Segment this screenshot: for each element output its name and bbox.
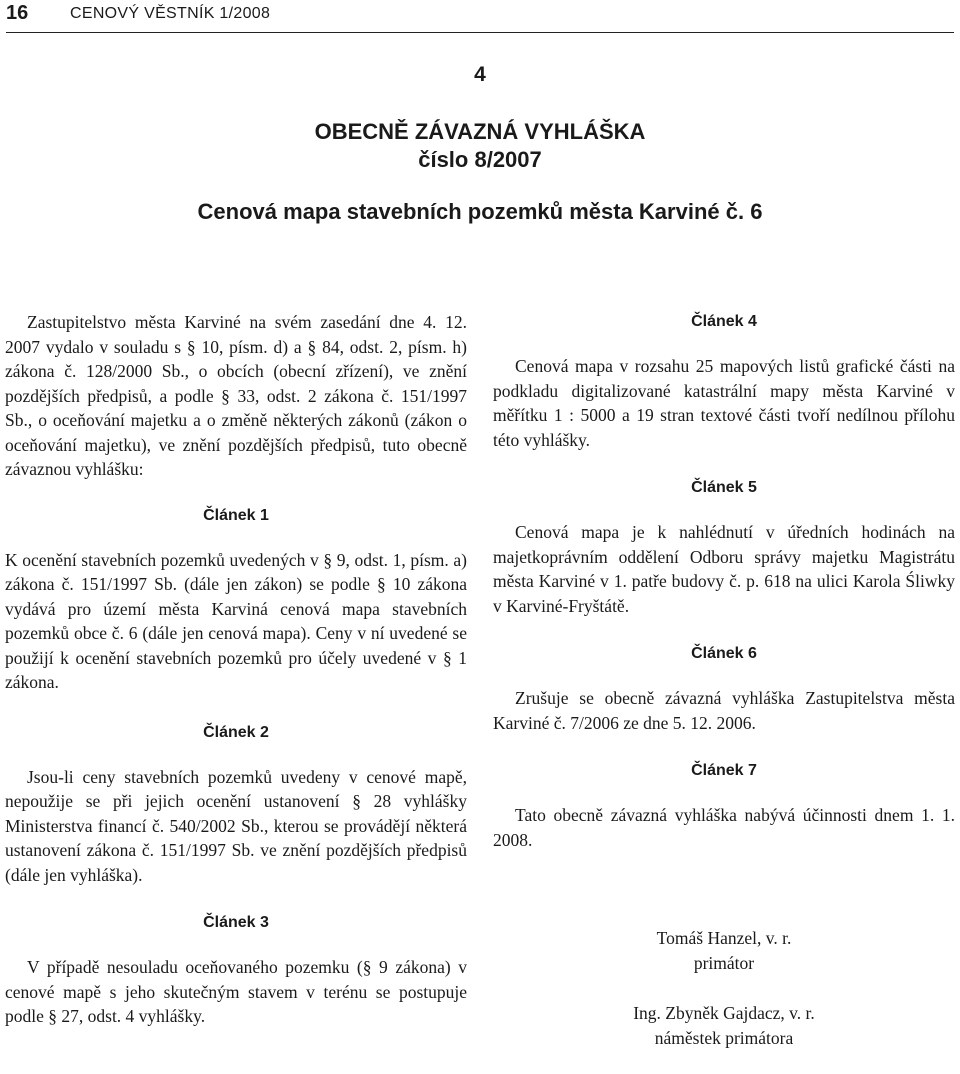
page-number: 16 <box>6 2 29 24</box>
running-header <box>6 0 954 33</box>
left-column <box>5 310 467 1029</box>
article-7-text: Tato obecně závazná vyhláška nabývá účinnosti dnem 1. 1. 2008. <box>493 805 955 850</box>
document-id: číslo 8/2007 <box>418 147 542 172</box>
article-4-heading: Článek 4 <box>691 313 757 330</box>
signatory-2-name: Ing. Zbyněk Gajdacz, v. r. <box>633 1003 815 1023</box>
article-6-heading: Článek 6 <box>691 645 757 662</box>
article-4-text: Cenová mapa v rozsahu 25 mapových listů grafické části na podkladu digitalizované katastrální mapy města Karviné v měřítku 1 : 5000 a 19 stran textové části tvoří nedílnou přílohu této vyhlášky. <box>493 356 955 450</box>
article-5-heading: Článek 5 <box>691 479 757 496</box>
document-number: 4 <box>474 63 486 86</box>
article-6-text: Zrušuje se obecně závazná vyhláška Zastupitelstva města Karviné č. 7/2006 ze dne 5. 12. 2006. <box>493 688 955 733</box>
article-1-heading: Článek 1 <box>203 506 269 524</box>
document-title-block <box>0 62 960 226</box>
publication-title: CENOVÝ VĚSTNÍK 1/2008 <box>70 5 271 22</box>
signatory-1-name: Tomáš Hanzel, v. r. <box>656 928 792 948</box>
document-type: OBECNĚ ZÁVAZNÁ VYHLÁŠKA <box>314 119 646 144</box>
article-2-heading: Článek 2 <box>203 723 269 741</box>
article-3-text: V případě nesouladu oceňovaného pozemku (§ 9 zákona) v cenové mapě s jeho skutečným stavem v terénu se postupuje podle § 27, odst. 4 vyhlášky. <box>5 957 467 1026</box>
signatory-2-role: náměstek primátora <box>654 1027 794 1048</box>
article-3-heading: Článek 3 <box>203 914 269 931</box>
article-5-text: Cenová mapa je k nahlédnutí v úředních hodinách na majetkoprávním oddělení Odboru správy majetku Magistrátu města Karviné v 1. patře budovy č. p. 618 na ulici Karola Śliwky v Karviné-Fryštátě. <box>493 522 955 616</box>
intro-paragraph: Zastupitelstvo města Karviné na svém zasedání dne 4. 12. 2007 vydalo v souladu s § 10, písm. d) a § 84, odst. 2, písm. h) zákona č. 128/2000 Sb., o obcích (obecní zřízení), ve znění pozdějších předpisů, a podle § 33, odst. 2 zákona č. 151/1997 Sb., o oceňování majetku a o změně některých zákonů (zákon o oceňování majetku), ve znění pozdějších předpisů, tuto obecně závaznou vyhlášku: <box>5 312 467 479</box>
article-1-text: K ocenění stavebních pozemků uvedených v § 9, odst. 1, písm. a) zákona č. 151/1997 Sb. (dále jen zákon) se podle § 10 zákona vydává pro území města Karviná cenová mapa stavebních pozemků obce č. 6 (dále jen cenová mapa). Ceny v ní uvedené se použijí k ocenění stavebních pozemků pro účely uvedené v § 1 zákona. <box>5 549 467 692</box>
signatory-1-role: primátor <box>693 952 755 973</box>
right-column <box>493 310 955 1050</box>
document-subject: Cenová mapa stavebních pozemků města Karviné č. 6 <box>197 199 763 224</box>
article-7-heading: Článek 7 <box>691 762 757 779</box>
article-2-text: Jsou-li ceny stavebních pozemků uvedeny v cenové mapě, nepoužije se při jejich ocenění ustanovení § 28 vyhlášky Ministerstva financí č. 540/2002 Sb., kterou se provádějí některá ustanovení zákona č. 151/1997 Sb. ve znění pozdějších předpisů (dále jen vyhláška). <box>5 766 467 885</box>
